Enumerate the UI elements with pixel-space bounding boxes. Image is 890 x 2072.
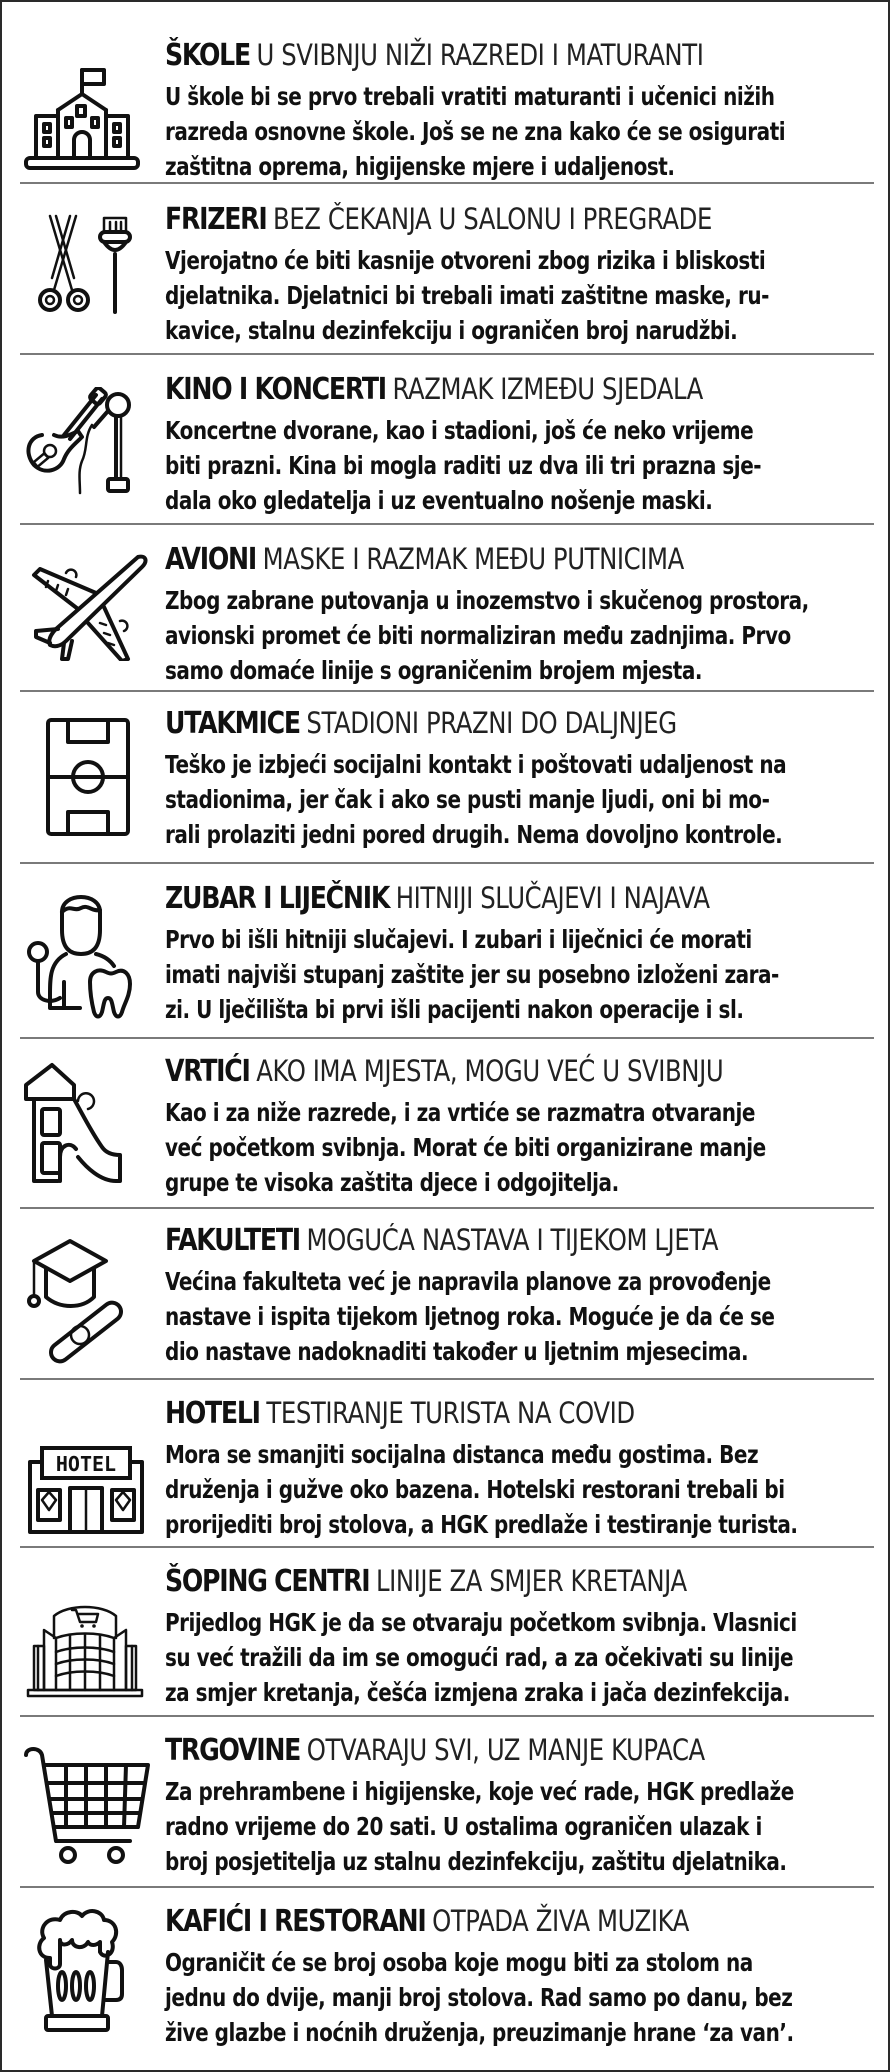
body-line: razreda osnovne škole. Još se ne zna kako će se osigurati — [165, 117, 786, 146]
section-keyword: VRTIĆI — [165, 1054, 250, 1089]
section-body — [165, 413, 762, 518]
section-body — [165, 1095, 766, 1200]
section-subtitle: MASKE I RAZMAK MEĐU PUTNICIMA — [262, 542, 684, 576]
section-keyword: ŠKOLE — [165, 38, 250, 73]
section-body — [165, 1437, 798, 1542]
section-text — [165, 1054, 865, 1200]
section-subtitle: BEZ ČEKANJA U SALONU I PREGRADE — [273, 202, 712, 236]
body-line: grupe te visoka zaštita djece i odgojitelja. — [165, 1168, 619, 1197]
section-body — [165, 1945, 794, 2050]
section-text — [165, 1904, 865, 2050]
divider — [20, 523, 874, 525]
body-line: Kao i za niže razrede, i za vrtiće se razmatra otvaranje — [165, 1098, 755, 1127]
body-line: Mora se smanjiti socijalna distanca među gostima. Bez — [165, 1440, 759, 1469]
graduation-cap-diploma-icon — [20, 1237, 150, 1367]
section-keyword: KINO I KONCERTI — [165, 372, 386, 407]
body-line: zaštitna oprema, higijenske mjere i udaljenost. — [165, 152, 675, 181]
body-line: Vjerojatno će biti kasnije otvoreni zbog rizika i bliskosti — [165, 246, 766, 275]
section-subtitle: STADIONI PRAZNI DO DALJNJEG — [306, 706, 677, 740]
body-line: Teško je izbjeći socijalni kontakt i poštovati udaljenost na — [165, 750, 787, 779]
section-text — [165, 706, 865, 852]
body-line: Zbog zabrane putovanja u inozemstvo i skučenog prostora, — [165, 586, 809, 615]
section-text — [165, 38, 865, 184]
section-body — [165, 79, 786, 184]
section-heading — [165, 1054, 753, 1089]
section-heading — [165, 1733, 753, 1768]
section-text — [165, 1396, 865, 1542]
section-subtitle: MOGUĆA NASTAVA I TIJEKOM LJETA — [306, 1223, 719, 1257]
body-line: Prijedlog HGK je da se otvaraju početkom svibnja. Vlasnici — [165, 1608, 797, 1637]
body-line: dala oko gledatelja i uz eventualno nošenje maski. — [165, 486, 713, 515]
divider — [20, 1207, 874, 1209]
section-text — [165, 542, 865, 688]
dentist-doctor-icon — [20, 882, 150, 1022]
section-body — [165, 1264, 775, 1369]
body-line: Za prehrambene i higijenske, koje već rade, HGK predlaže — [165, 1777, 794, 1806]
section-subtitle: OTVARAJU SVI, UZ MANJE KUPACA — [306, 1733, 705, 1767]
section-heading — [165, 372, 753, 407]
section-body — [165, 747, 787, 852]
guitar-microphone-icon — [20, 387, 150, 497]
section-body — [165, 1605, 797, 1710]
body-line: stadionima, jer čak i ako se pusti manje ljudi, oni bi mo- — [165, 785, 770, 814]
body-line: jednu do dvije, manji broj stolova. Rad samo po danu, bez — [165, 1983, 793, 2012]
body-line: su već tražili da im se omogući rad, a za očekivati su linije — [165, 1643, 794, 1672]
section-heading — [165, 542, 753, 577]
body-line: U škole bi se prvo trebali vratiti maturanti i učenici nižih — [165, 82, 775, 111]
section-heading — [165, 881, 753, 916]
scissors-brush-icon — [20, 212, 150, 322]
section-subtitle: HITNIJI SLUČAJEVI I NAJAVA — [395, 881, 710, 915]
section-subtitle: LINIJE ZA SMJER KRETANJA — [375, 1564, 687, 1598]
section-heading — [165, 38, 753, 73]
section-keyword: ŠOPING CENTRI — [165, 1564, 370, 1599]
body-line: rali prolaziti jedni pored drugih. Nema dovoljno kontrole. — [165, 820, 783, 849]
divider — [20, 1037, 874, 1039]
section-subtitle: RAZMAK IZMEĐU SJEDALA — [392, 372, 703, 406]
beer-mug-icon — [20, 1898, 150, 2048]
body-line: žive glazbe i noćnih druženja, preuzimanje hrane ‘za van’. — [165, 2018, 794, 2047]
section-body — [165, 243, 769, 348]
body-line: kavice, stalnu dezinfekciju i ograničen broj narudžbi. — [165, 316, 738, 345]
body-line: Ograničit će se broj osoba koje mogu biti za stolom na — [165, 1948, 753, 1977]
section-keyword: FRIZERI — [165, 202, 267, 237]
body-line: prorijediti broj stolova, a HGK predlaže i testiranje turista. — [165, 1510, 798, 1539]
divider — [20, 353, 874, 355]
body-line: Većina fakulteta već je napravila planove za provođenje — [165, 1267, 771, 1296]
section-keyword: ZUBAR I LIJEČNIK — [165, 881, 390, 916]
section-text — [165, 1564, 865, 1710]
divider — [20, 862, 874, 864]
section-heading — [165, 1223, 753, 1258]
section-keyword: UTAKMICE — [165, 706, 300, 741]
body-line: djelatnika. Djelatnici bi trebali imati zaštitne maske, ru- — [165, 281, 769, 310]
divider — [20, 1715, 874, 1717]
school-icon — [20, 66, 150, 176]
shopping-cart-icon — [20, 1743, 150, 1873]
body-line: druženja i gužve oko bazena. Hotelski restorani trebali bi — [165, 1475, 785, 1504]
kindergarten-slide-icon — [20, 1057, 150, 1187]
section-body — [165, 1774, 794, 1879]
section-heading — [165, 1564, 753, 1599]
section-heading — [165, 1904, 753, 1939]
divider — [20, 690, 874, 692]
body-line: imati najviši stupanj zaštite jer su posebno izloženi zara- — [165, 960, 779, 989]
body-line: za smjer kretanja, češća izmjena zraka i jača dezinfekcija. — [165, 1678, 790, 1707]
section-keyword: HOTELI — [165, 1396, 260, 1431]
section-subtitle: U SVIBNJU NIŽI RAZREDI I MATURANTI — [256, 38, 704, 72]
section-text — [165, 881, 865, 1027]
body-line: broj posjetitelja uz stalnu dezinfekciju, zaštitu djelatnika. — [165, 1847, 787, 1876]
body-line: biti prazni. Kina bi mogla raditi uz dva ili tri prazna sje- — [165, 451, 762, 480]
airplane-icon — [20, 551, 150, 661]
body-line: nastave i ispita tijekom ljetnog roka. Moguće je da će se — [165, 1302, 775, 1331]
body-line: već početkom svibnja. Morat će biti organizirane manje — [165, 1133, 766, 1162]
hotel-icon — [20, 1444, 150, 1536]
body-line: zi. U lječilišta bi prvi išli pacijenti nakon operacije i sl. — [165, 995, 744, 1024]
body-line: samo domaće linije s ograničenim brojem mjesta. — [165, 656, 703, 685]
section-text — [165, 372, 865, 518]
divider — [20, 1378, 874, 1380]
section-subtitle: TESTIRANJE TURISTA NA COVID — [266, 1396, 635, 1430]
body-line: radno vrijeme do 20 sati. U ostalima ograničen ulazak i — [165, 1812, 762, 1841]
body-line: Koncertne dvorane, kao i stadioni, još će neko vrijeme — [165, 416, 754, 445]
divider — [20, 1886, 874, 1888]
section-keyword: KAFIĆI I RESTORANI — [165, 1904, 426, 1939]
section-body — [165, 922, 779, 1027]
section-keyword: TRGOVINE — [165, 1733, 301, 1768]
section-heading — [165, 1396, 753, 1431]
section-text — [165, 1733, 865, 1879]
body-line: dio nastave nadoknaditi također u ljetnim mjesecima. — [165, 1337, 749, 1366]
section-heading — [165, 202, 753, 237]
body-line: Prvo bi išli hitniji slučajevi. I zubari i liječnici će morati — [165, 925, 752, 954]
section-keyword: FAKULTETI — [165, 1223, 300, 1258]
body-line: avionski promet će biti normaliziran među zadnjima. Prvo — [165, 621, 791, 650]
section-body — [165, 583, 809, 688]
section-heading — [165, 706, 753, 741]
section-text — [165, 1223, 865, 1369]
divider — [20, 1546, 874, 1548]
football-field-icon — [20, 716, 150, 838]
hotel-sign-text: HOTEL — [55, 1452, 117, 1476]
shopping-center-icon — [20, 1598, 150, 1698]
section-subtitle: AKO IMA MJESTA, MOGU VEĆ U SVIBNJU — [256, 1054, 724, 1088]
section-subtitle: OTPADA ŽIVA MUZIKA — [432, 1904, 690, 1938]
section-text — [165, 202, 865, 348]
divider — [20, 182, 874, 184]
section-keyword: AVIONI — [165, 542, 257, 577]
